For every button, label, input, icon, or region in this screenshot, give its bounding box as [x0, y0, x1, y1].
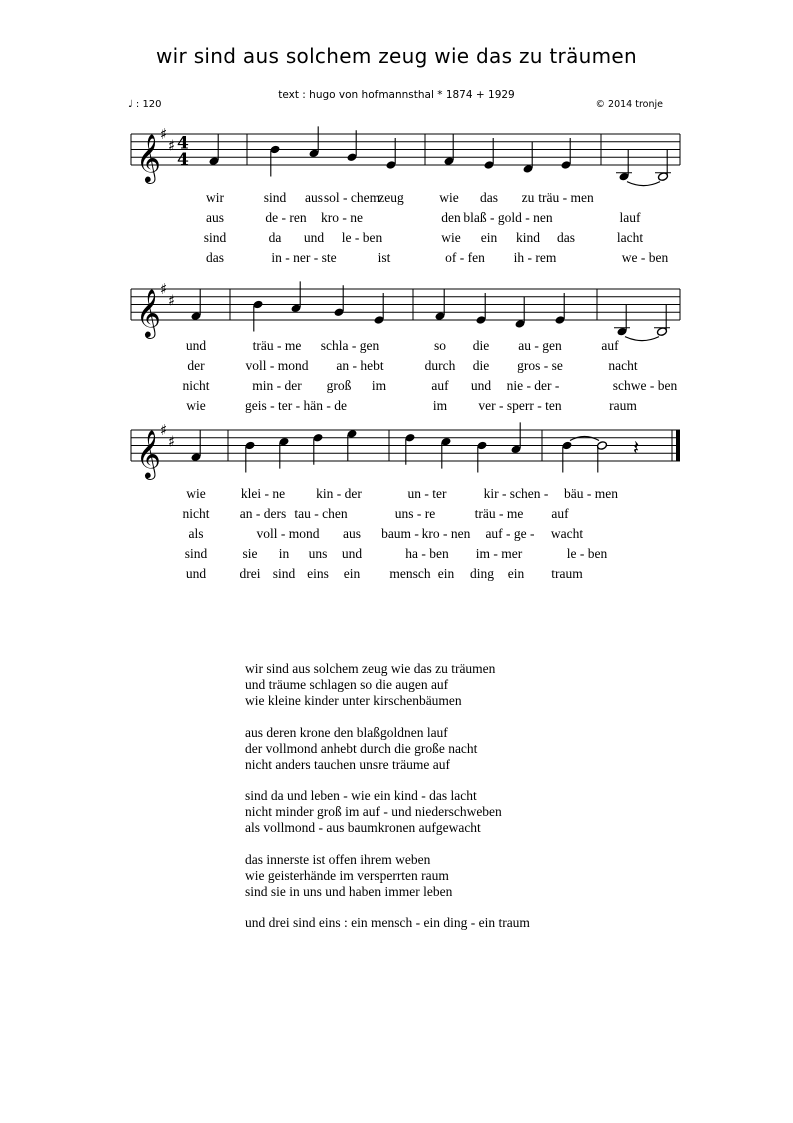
lyric-word: zeug [378, 190, 404, 205]
lyric-verse-line [0, 546, 793, 562]
lyric-word: klei - ne [240, 486, 286, 501]
lyric-word: durch [424, 358, 456, 373]
lyric-word: ih - rem [513, 250, 557, 265]
poem-line: sind da und leben - wie ein kind - das lacht [245, 788, 477, 803]
lyric-word: drei [239, 566, 261, 581]
lyric-verse-line [0, 398, 793, 414]
lyric-word: blaß - gold - nen [463, 210, 553, 225]
lyric-word: sind [203, 230, 227, 245]
lyric-word: und [470, 378, 492, 393]
lyric-word: tau - chen [294, 506, 348, 521]
sharp-icon: ♯ [168, 432, 176, 451]
sharp-icon: ♯ [160, 421, 168, 439]
lyric-word: die [472, 338, 490, 353]
lyric-word: im [432, 398, 448, 413]
poem-line: und träume schlagen so die augen auf [245, 677, 449, 692]
lyric-verse-line [0, 378, 793, 394]
poem-line: nicht minder groß im auf - und niederschweben [245, 804, 502, 819]
lyric-word: auf [551, 506, 569, 521]
lyric-word: of - fen [445, 250, 485, 265]
lyric-word: so [433, 338, 447, 353]
lyric-word: und [185, 338, 207, 353]
lyric-word: traum [551, 566, 583, 581]
lyric-word: le - ben [341, 230, 383, 245]
poem-text [245, 661, 530, 947]
poem-stanza [245, 852, 530, 900]
lyric-word: den [441, 210, 461, 225]
lyric-verse-line [0, 506, 793, 522]
lyric-word: und [185, 566, 207, 581]
poem-line: nicht anders tauchen unsre träume auf [245, 756, 451, 772]
poem-line: der vollmond anhebt durch die große nacht [245, 740, 478, 756]
poem-line: aus deren krone den blaßgoldnen lauf [245, 724, 448, 740]
lyric-word: in [278, 546, 290, 561]
treble-clef-icon: 𝄞 [136, 288, 161, 337]
lyric-word: sind [263, 190, 287, 205]
staff-system [131, 421, 680, 480]
lyric-word: als [188, 526, 204, 541]
lyric-word: groß [326, 378, 352, 393]
lyric-word: das [557, 230, 575, 245]
lyric-word: bäu - men [564, 486, 618, 501]
lyric-word: nie - der - [506, 378, 560, 393]
lyric-word: auf [601, 338, 619, 353]
time-signature-denominator: 4 [177, 150, 189, 170]
sharp-icon: ♯ [168, 136, 176, 155]
lyric-word: ein [437, 566, 455, 581]
lyric-word: kir - schen - [483, 486, 549, 501]
lyric-word: kind [515, 230, 541, 245]
lyric-verse-line [0, 210, 793, 226]
staff-system [131, 280, 680, 341]
lyric-word: ding [469, 566, 495, 581]
lyric-word: raum [609, 398, 637, 413]
lyric-word: voll - mond [256, 526, 320, 541]
lyric-word: nicht [182, 378, 210, 393]
lyric-word: träu - me [252, 338, 302, 353]
tempo-marking: ♩ : 120 [128, 99, 162, 110]
poem-stanza [245, 915, 530, 931]
lyric-word: und [303, 230, 325, 245]
lyric-verse-line [0, 250, 793, 266]
lyric-word: der [187, 358, 205, 373]
lyric-word: baum - [381, 526, 419, 541]
lyric-word: lauf [619, 210, 641, 225]
sharp-icon: ♯ [168, 291, 176, 310]
poem-line: das innerste ist offen ihrem weben [245, 851, 431, 867]
lyric-word: ein [480, 230, 498, 245]
staff-system [131, 125, 680, 186]
lyric-word: ein [507, 566, 525, 581]
lyric-word: sie [242, 546, 258, 561]
lyric-word: aus [206, 210, 224, 225]
lyric-word: das [206, 250, 224, 265]
poem-line: als vollmond - aus baumkronen aufgewacht [245, 820, 481, 835]
lyric-word: auf [431, 378, 449, 393]
poem-line: wir sind aus solchem zeug wie das zu träumen [245, 661, 496, 676]
lyric-word: gros - se [517, 358, 563, 373]
lyric-word: wie [186, 486, 206, 501]
lyric-word: da [268, 230, 282, 245]
lyric-word: und [341, 546, 363, 561]
lyric-word: au - gen [518, 338, 562, 353]
quarter-rest-icon: 𝄽 [633, 435, 640, 460]
lyric-word: in - ner - ste [271, 250, 337, 265]
sharp-icon: ♯ [160, 280, 168, 298]
lyric-word: schla - gen [320, 338, 380, 353]
lyric-word: träu - men [538, 190, 594, 205]
lyric-word: ver - sperr - ten [478, 398, 562, 413]
lyric-word: nicht [182, 506, 210, 521]
lyric-word: wie [186, 398, 206, 413]
lyric-word: le - ben [566, 546, 608, 561]
lyric-word: we - ben [621, 250, 669, 265]
lyric-word: un - ter [407, 486, 447, 501]
lyric-word: uns [308, 546, 328, 561]
lyric-word: ist [377, 250, 391, 265]
lyric-word: aus [343, 526, 361, 541]
song-title: wir sind aus solchem zeug wie das zu träumen [156, 44, 637, 68]
lyric-word: uns - re [394, 506, 436, 521]
poem-line: wie geisterhände im versperrten raum [245, 867, 449, 883]
lyric-word: wir [206, 190, 224, 205]
poem-stanza [245, 661, 530, 709]
lyric-word: im [371, 378, 387, 393]
lyric-word: im - mer [475, 546, 523, 561]
lyric-word: die [472, 358, 490, 373]
lyric-verse-line [0, 358, 793, 374]
lyric-word: voll - mond [245, 358, 309, 373]
lyric-word: wie [439, 190, 459, 205]
time-signature-numerator: 4 [177, 133, 189, 154]
lyric-word: sind [272, 566, 296, 581]
text-credit: text : hugo von hofmannsthal * 1874 + 1929 [278, 89, 515, 101]
lyric-word: nacht [608, 358, 638, 373]
lyric-word: sol - chem [323, 190, 381, 205]
poem-stanza [245, 788, 530, 836]
lyric-word: sind [184, 546, 208, 561]
treble-clef-icon: 𝄞 [136, 133, 161, 182]
tie [570, 437, 599, 441]
lyric-verse-line [0, 526, 793, 542]
lyric-word: ein [343, 566, 361, 581]
lyric-verse-line [0, 566, 793, 582]
lyric-word: träu - me [474, 506, 524, 521]
copyright-notice: © 2014 tronje [595, 99, 663, 110]
sharp-icon: ♯ [160, 125, 168, 143]
lyric-word: eins [307, 566, 329, 581]
tie [627, 182, 660, 186]
poem-line: wie kleine kinder unter kirschenbäumen [245, 693, 462, 708]
lyric-verse-line [0, 190, 793, 206]
lyric-word: kin - der [316, 486, 362, 501]
lyric-verse-line [0, 230, 793, 246]
lyric-word: mensch [389, 566, 431, 581]
poem-stanza [245, 725, 530, 773]
lyric-word: schwe - ben [612, 378, 678, 393]
lyric-word: de - ren [265, 210, 307, 225]
lyric-word: aus [305, 190, 323, 205]
treble-clef-icon: 𝄞 [136, 429, 161, 478]
lyric-word: zu [521, 190, 535, 205]
lyric-word: kro - nen [421, 526, 471, 541]
poem-line: und drei sind eins : ein mensch - ein ding - ein traum [245, 915, 530, 930]
lyric-word: wacht [550, 526, 584, 541]
lyric-verse-line [0, 486, 793, 502]
lyric-word: auf - ge - [485, 526, 535, 541]
lyric-word: an - ders [239, 506, 287, 521]
lyric-word: ha - ben [405, 546, 449, 561]
lyric-word: an - hebt [336, 358, 384, 373]
lyric-word: kro - ne [321, 210, 363, 225]
lyric-word: min - der [252, 378, 302, 393]
final-barline [676, 430, 680, 461]
lyric-word: wie [441, 230, 461, 245]
lyric-word: geis - ter - hän - de [245, 398, 347, 413]
lyric-verse-line [0, 338, 793, 354]
lyric-word: lacht [616, 230, 644, 245]
lyric-word: das [480, 190, 498, 205]
poem-line: sind sie in uns und haben immer leben [245, 883, 453, 899]
